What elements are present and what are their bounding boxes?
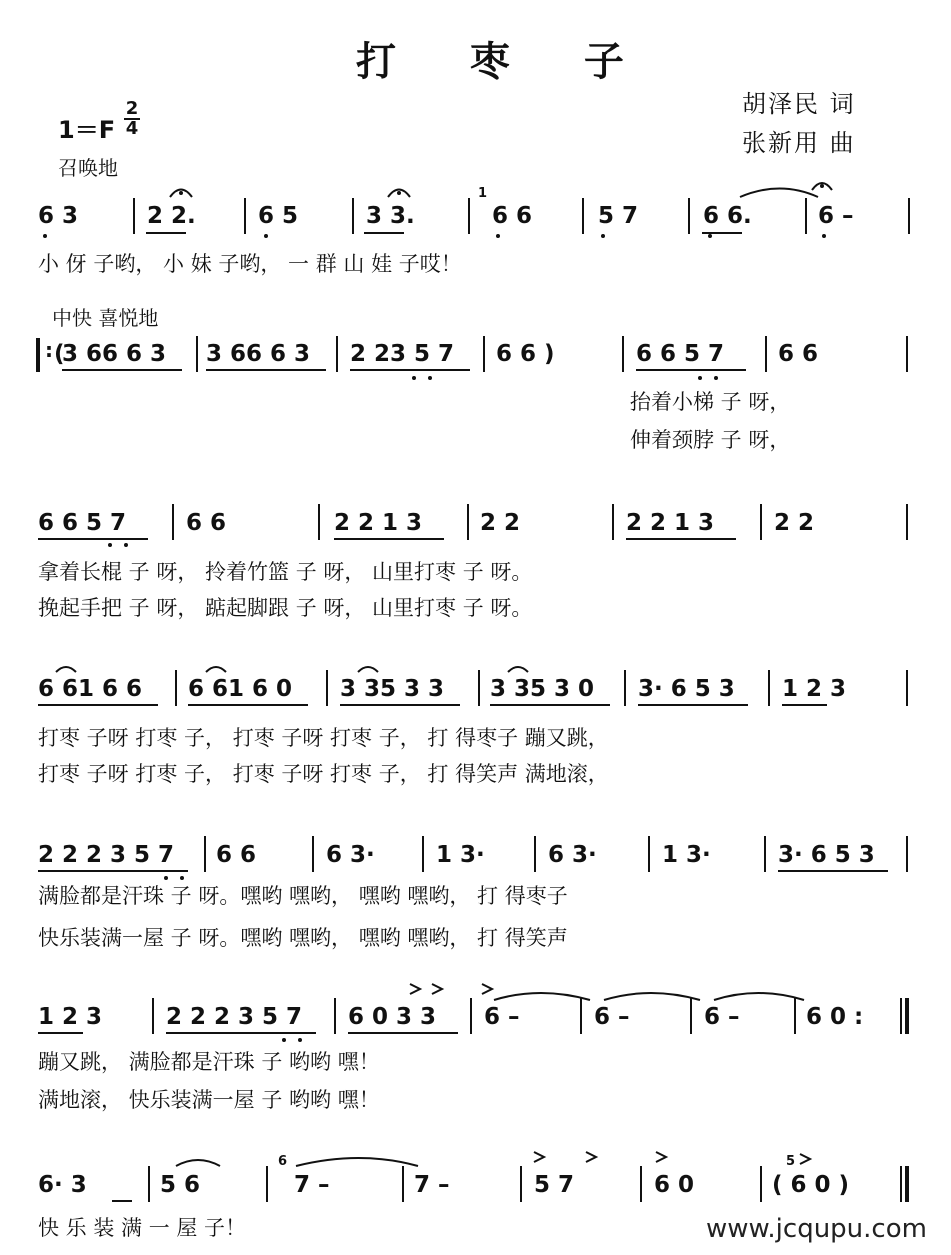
- low-octave-dot: [124, 543, 128, 547]
- s3-measure-3: 2 2 1 3: [334, 510, 423, 536]
- accent-mark: [410, 984, 420, 994]
- s1-measure-6: 5 7: [598, 203, 639, 229]
- s6-measure-3: 6 0 3 3: [348, 1004, 437, 1030]
- s2-measure-5: 6 6 5 7: [636, 341, 725, 367]
- s7-lyrics: 快 乐 装 满 一 屋 子！: [38, 1216, 247, 1240]
- accent-mark: [656, 1152, 666, 1162]
- tie: [494, 993, 590, 1000]
- s2-measure-3: 2 23 5 7: [350, 341, 455, 367]
- s5-measure-2: 6 6: [216, 842, 257, 868]
- s4-measure-3: 3 35 3 3: [340, 676, 445, 702]
- s2-measure-4: 6 6 ): [496, 341, 555, 367]
- s5-measure-6: 1 3·: [662, 842, 711, 868]
- low-octave-dot: [698, 376, 702, 380]
- s5-lyrics-verse-1: 满脸都是汗珠 子 呀。嘿哟 嘿哟， 嘿哟 嘿哟， 打 得枣子: [38, 884, 568, 908]
- fermata-dot: [820, 184, 824, 188]
- fermata-dot: [179, 191, 183, 195]
- low-octave-dot: [108, 543, 112, 547]
- low-octave-dot: [412, 376, 416, 380]
- s7-measure-2: 5 6: [160, 1172, 201, 1198]
- low-octave-dot: [282, 1038, 286, 1042]
- s6-measure-6: 6 –: [704, 1004, 740, 1030]
- s6-lyrics-verse-1: 蹦又跳， 满脸都是汗珠 子 哟哟 嘿！: [38, 1050, 380, 1074]
- lyricist-credit: 胡泽民 词: [742, 90, 856, 118]
- s1-measure-8: 6 –: [818, 203, 854, 229]
- slur: [508, 667, 528, 672]
- s6-measure-7: 6 0 :: [806, 1004, 864, 1030]
- s5-measure-4: 1 3·: [436, 842, 485, 868]
- song-title: 打 枣 子: [356, 38, 654, 85]
- s4-measure-4: 3 35 3 0: [490, 676, 595, 702]
- s6-measure-2: 2 2 2 3 5 7: [166, 1004, 303, 1030]
- s1-measure-2: 2 2.: [147, 203, 196, 229]
- low-octave-dot: [43, 234, 47, 238]
- time-denominator: 4: [125, 118, 139, 139]
- s3-measure-4: 2 2: [480, 510, 521, 536]
- s7-measure-1: 6· 3: [38, 1172, 87, 1198]
- s4-lyrics-verse-2: 打枣 子呀 打枣 子， 打枣 子呀 打枣 子， 打 得笑声 满地滚，: [38, 762, 609, 786]
- s7-measure-4: 7 –: [414, 1172, 450, 1198]
- accent-mark: [586, 1152, 596, 1162]
- time-numerator: 2: [125, 98, 139, 119]
- tie: [714, 993, 804, 1000]
- low-octave-dot: [428, 376, 432, 380]
- key-signature: 1＝F: [58, 116, 116, 144]
- s7-measure-7: ( 6 0 ): [772, 1172, 850, 1198]
- low-octave-dot: [822, 234, 826, 238]
- s3-measure-1: 6 6 5 7: [38, 510, 127, 536]
- low-octave-dot: [180, 876, 184, 880]
- s1-measure-3: 6 5: [258, 203, 299, 229]
- s3-lyrics-verse-1: 拿着长棍 子 呀， 拎着竹篮 子 呀， 山里打枣 子 呀。: [38, 560, 533, 584]
- s7-measure-6: 6 0: [654, 1172, 695, 1198]
- section-expression: 中快 喜悦地: [52, 306, 159, 330]
- tie: [604, 993, 700, 1000]
- s5-measure-1: 2 2 2 3 5 7: [38, 842, 175, 868]
- s3-measure-5: 2 2 1 3: [626, 510, 715, 536]
- s4-measure-6: 1 2 3: [782, 676, 847, 702]
- slur-tie: [740, 189, 818, 198]
- s3-lyrics-verse-2: 挽起手把 子 呀， 踮起脚跟 子 呀， 山里打枣 子 呀。: [38, 596, 533, 620]
- tie: [296, 1158, 418, 1166]
- s5-lyrics-verse-2: 快乐装满一屋 子 呀。嘿哟 嘿哟， 嘿哟 嘿哟， 打 得笑声: [38, 926, 568, 950]
- s2-intro-paren: (: [54, 341, 65, 367]
- s5-measure-7: 3· 6 5 3: [778, 842, 875, 868]
- low-octave-dot: [298, 1038, 302, 1042]
- s1-lyrics: 小 伢 子哟， 小 妹 子哟， 一 群 山 娃 子哎！: [38, 252, 462, 276]
- slur: [56, 667, 76, 672]
- slur: [206, 667, 226, 672]
- s7-measure-5: 5 7: [534, 1172, 575, 1198]
- s1-measure-7: 6 6.: [703, 203, 752, 229]
- accent-mark: [800, 1154, 810, 1164]
- s2-measure-6: 6 6: [778, 341, 819, 367]
- low-octave-dot: [164, 876, 168, 880]
- s7-grace-note-2: 5: [786, 1154, 796, 1169]
- s1-measure-5: 6 6: [492, 203, 533, 229]
- s5-measure-3: 6 3·: [326, 842, 375, 868]
- low-octave-dot: [601, 234, 605, 238]
- s2-measure-1: 3 66 6 3: [62, 341, 167, 367]
- s6-measure-1: 1 2 3: [38, 1004, 103, 1030]
- s6-lyrics-verse-2: 满地滚， 快乐装满一屋 子 哟哟 嘿！: [38, 1088, 380, 1112]
- s5-measure-5: 6 3·: [548, 842, 597, 868]
- s2-measure-2: 3 66 6 3: [206, 341, 311, 367]
- composer-credit: 张新用 曲: [742, 129, 856, 157]
- accent-mark: [482, 984, 492, 994]
- s2-lyrics-verse-2: 伸着颈脖 子 呀，: [630, 428, 791, 452]
- low-octave-dot: [714, 376, 718, 380]
- s6-measure-4: 6 –: [484, 1004, 520, 1030]
- intro-expression: 召唤地: [58, 156, 118, 180]
- s4-measure-5: 3· 6 5 3: [638, 676, 735, 702]
- low-octave-dot: [264, 234, 268, 238]
- s2-lyrics-verse-1: 抬着小梯 子 呀，: [630, 390, 791, 414]
- s4-measure-1: 6 61 6 6: [38, 676, 143, 702]
- low-octave-dot: [496, 234, 500, 238]
- slur: [176, 1160, 220, 1166]
- slur: [358, 667, 378, 672]
- s7-grace-note-1: 6: [278, 1154, 288, 1169]
- s3-measure-2: 6 6: [186, 510, 227, 536]
- repeat-dots: :: [45, 338, 53, 362]
- s7-measure-3: 7 –: [294, 1172, 330, 1198]
- accent-mark: [432, 984, 442, 994]
- s6-measure-5: 6 –: [594, 1004, 630, 1030]
- low-octave-dot: [708, 234, 712, 238]
- site-watermark: www.jcqupu.com: [706, 1214, 927, 1244]
- fermata-dot: [397, 191, 401, 195]
- s4-measure-2: 6 61 6 0: [188, 676, 293, 702]
- s3-measure-6: 2 2: [774, 510, 815, 536]
- accent-mark: [534, 1152, 544, 1162]
- s4-lyrics-verse-1: 打枣 子呀 打枣 子， 打枣 子呀 打枣 子， 打 得枣子 蹦又跳，: [38, 726, 609, 750]
- s1-grace-note: 1: [478, 186, 488, 201]
- s1-measure-4: 3 3.: [366, 203, 415, 229]
- s1-measure-1: 6 3: [38, 203, 79, 229]
